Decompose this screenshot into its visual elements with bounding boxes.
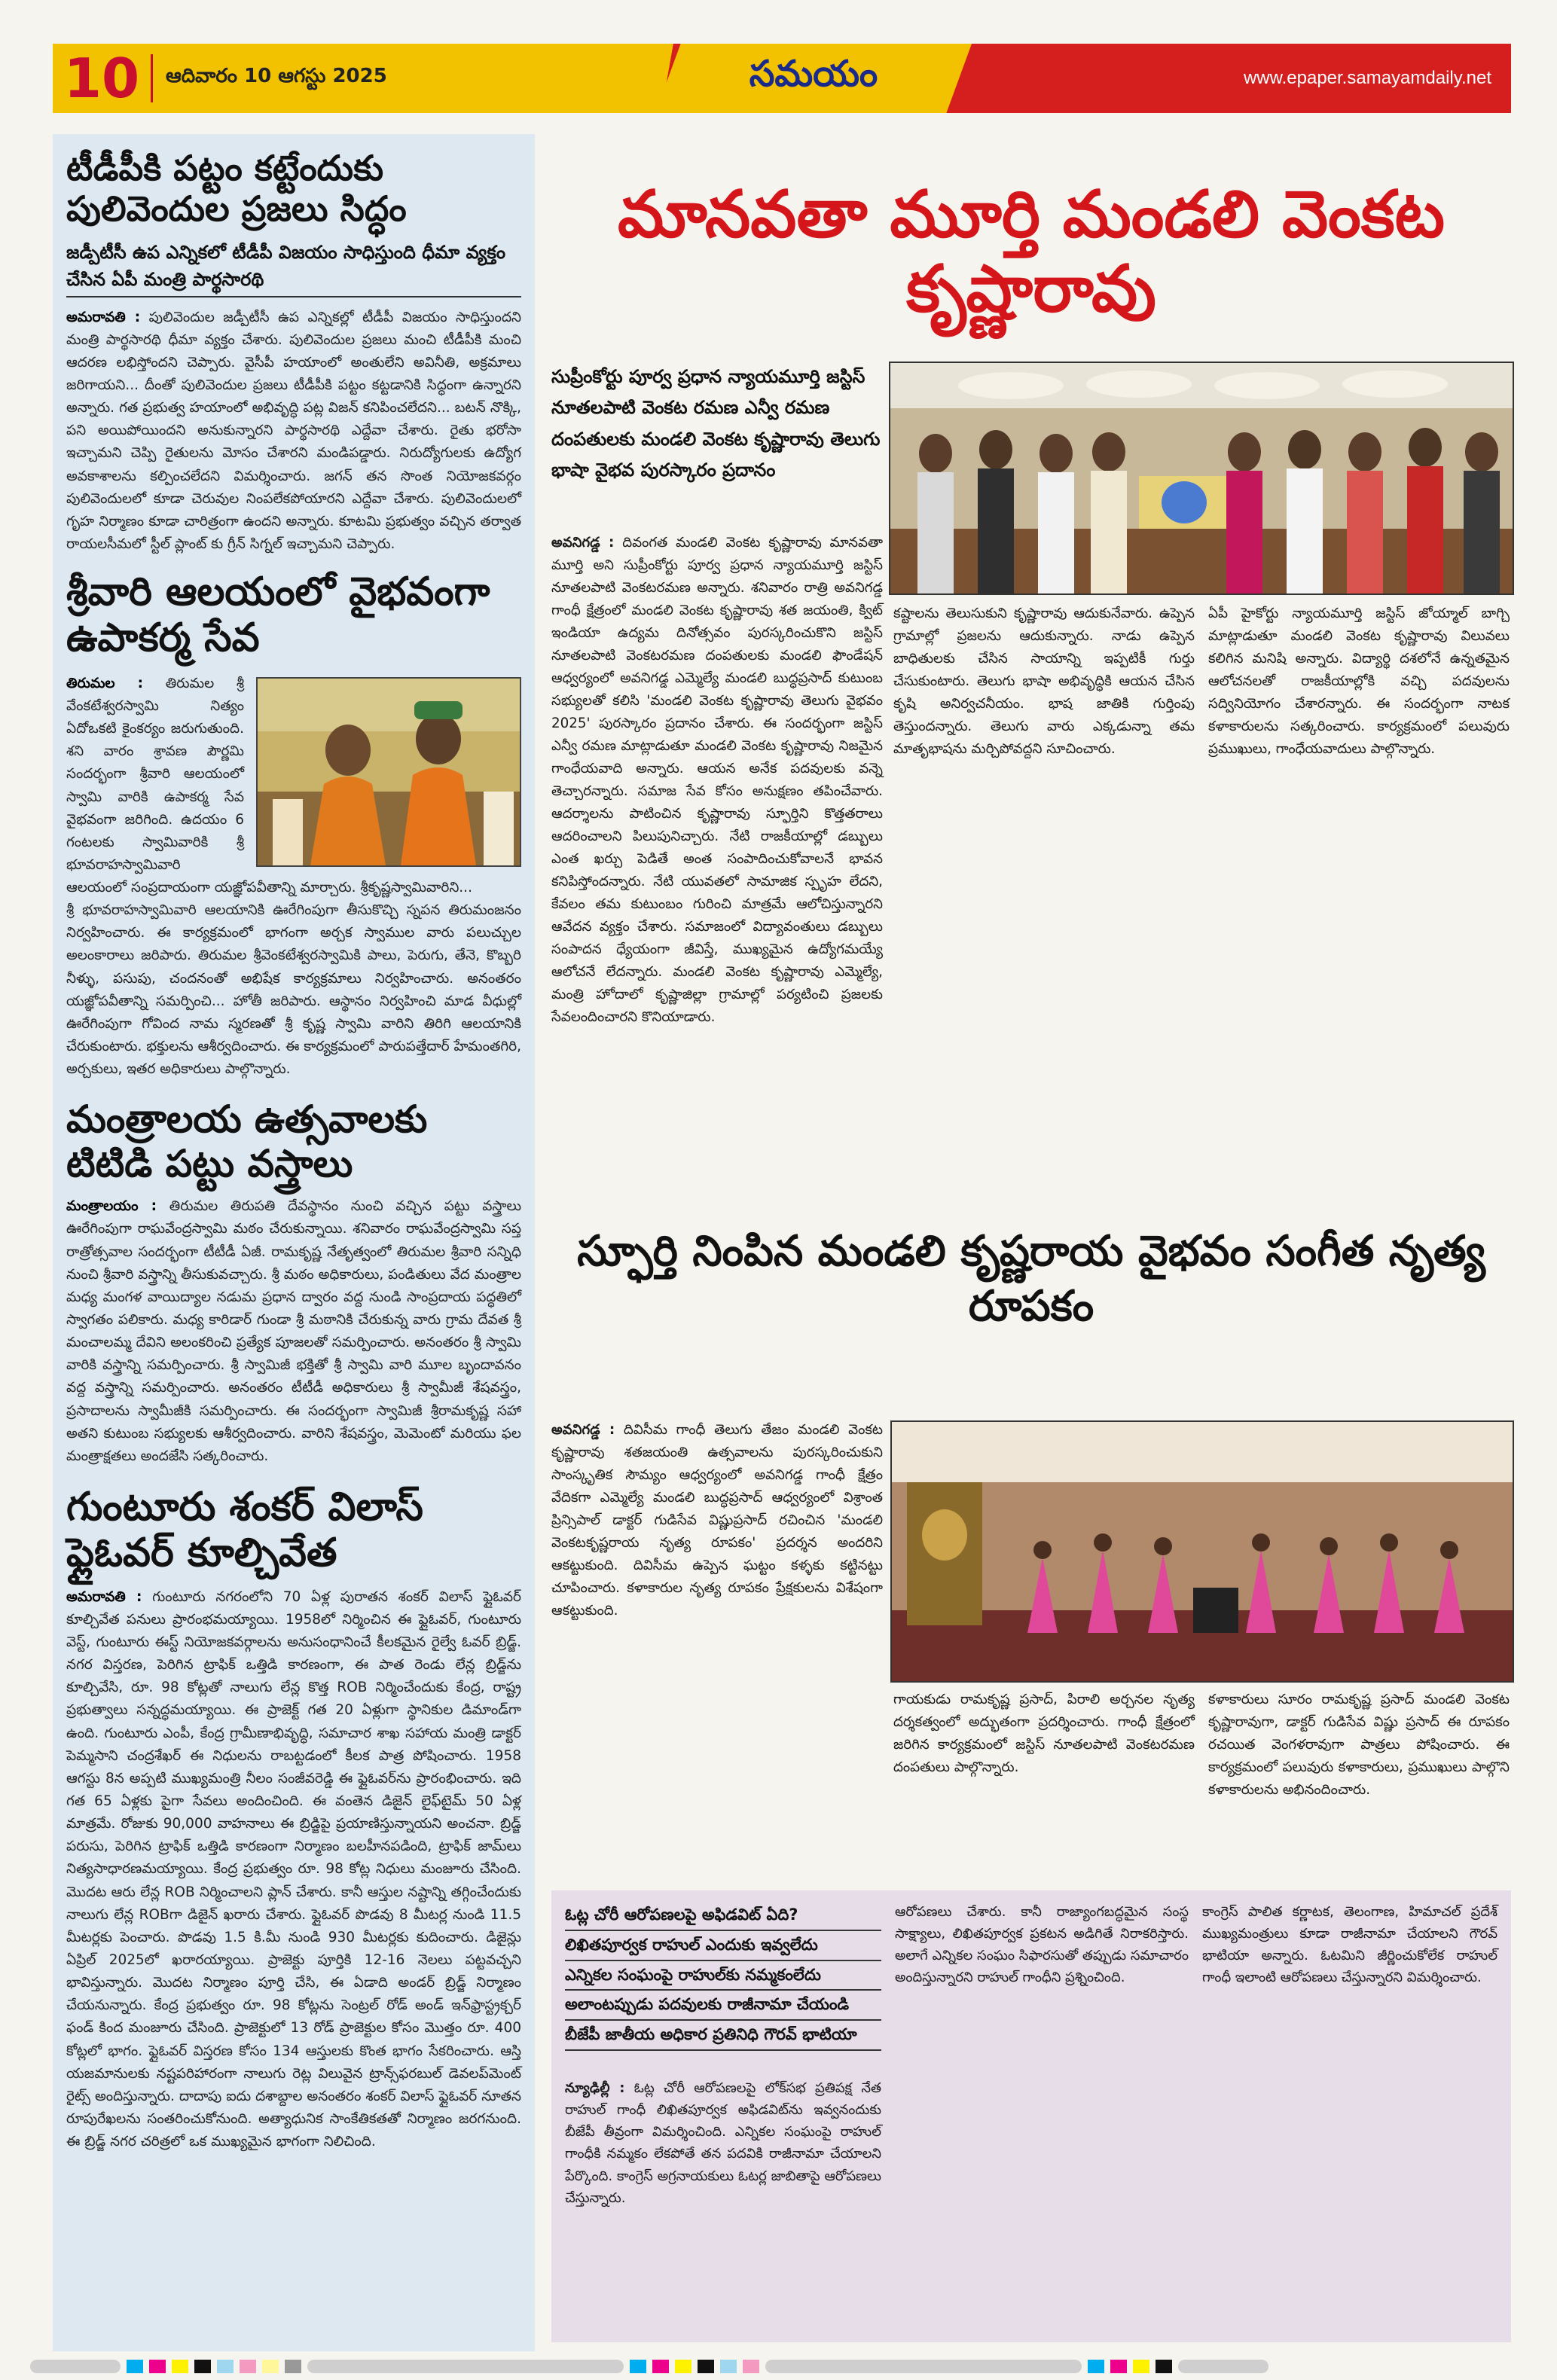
article-tdp-pulivendula — [66, 148, 521, 556]
page-number: 10 — [63, 47, 140, 110]
kicker-3: ఎన్నికల సంఘంపై రాహుల్‌కు నమ్మకంలేదు — [565, 1961, 881, 1991]
dateline: అమరావతి : — [66, 309, 141, 325]
article-body-wrap: తిరుమల శ్రీ వేంకటేశ్వరస్వామి నిత్యం ఏదోఒకటి కైంకర్యం జరుగుతుంది. శని వారం శ్రావణ పౌర్ణమి సందర్భంగా శ్రీవారి ఆలయంలో స్వామి వారికి ఉపాకర్మ సేవ వైభవంగా జరిగింది. ఉదయం 6 గంటలకు స్వామివారికి శ్రీ భూవరాహస్వామివారి ఆలయంలో సంప్రదాయంగా యజ్ఞోపవీతాన్ని మార్చారు. శ్రీకృష్ణస్వామివారిని... — [66, 675, 472, 896]
article-body: పులివెందుల జడ్పీటీసీ ఉప ఎన్నికల్లో టీడీపీ విజయం సాధిస్తుందని మంత్రి పార్థసారథి ధీమా వ్యక్తం చేశారు. పులివెందుల ప్రజలు మంచి టీడీపీకి మంచి ఆదరణ లభిస్తోందని చెప్పారు. వైసీపీ హయాంలో అంతులేని అవినీతి, అక్రమాలు జరిగాయని... దీంతో పులివెందుల ప్రజలు టీడీపీకి పట్టం కట్టడానికి సిద్ధంగా ఉన్నారని అన్నారు. గత ప్రభుత్వ హయాంలో అభివృద్ధి పట్ల విజన్ కనిపించలేదని... బటన్ నొక్కి, పని అయిపోయిందని అనుకున్నారని పార్థసారథి ఎద్దేవా చేశారు. రైతు భరోసా ఇచ్చామని చెప్పి రైతులను మోసం చేశారని మండిపడ్డారు. నిరుద్యోగులకు ఉద్యోగ అవకాశాలను కల్పించలేదని విమర్శించారు. జగన్ తన సొంత నియోజకవర్గం పులివెందులలో కూడా చెరువుల నింపలేకపోయారని ఎద్దేవా చేశారు. పులివెందులలో గృహ నిర్మాణం కూడా చారిత్రంగా ఉందని అన్నారు. కూటమి ప్రభుత్వం వచ్చిన తర్వాత రాయలసీమలో స్టీల్ ప్లాంట్ కు గ్రీన్ సిగ్నల్ ఇచ్చామని చెప్పారు. — [66, 309, 521, 552]
culture-title-text: స్ఫూర్తి నింపిన మండలి కృష్ణరాయ వైభవం సంగీత నృత్య రూపకం — [577, 1227, 1485, 1331]
award-ceremony-photo — [889, 362, 1514, 595]
issue-date: ఆదివారం 10 ఆగస్టు 2025 — [166, 65, 387, 87]
award-ceremony-icon — [890, 363, 1513, 593]
article-upakarma — [66, 569, 521, 1081]
article-guntur-flyover — [66, 1484, 521, 2153]
culture-body-column-2 — [893, 1689, 1195, 1779]
newspaper-logo: సమయం — [749, 53, 878, 95]
main-title: మానవతా మూర్తి మండలి వెంకట కృష్ణారావు — [618, 176, 1445, 327]
main-body-column-2 — [893, 603, 1195, 761]
headline: శ్రీవారి ఆలయంలో వైభవంగా ఉపాకర్మ సేవ — [66, 569, 490, 661]
article-body: ఆరోపణలు చేశారు. కానీ రాజ్యాంగబద్ధమైన సంస్థ సాక్ష్యాలు, లిఖితపూర్వక ప్రకటన అడిగితే నిరాకరిస్తారు. అలాగే ఎన్నికల సంఘం సిఫారసుతో తప్పుడు సమాచారం అందిస్తున్నారని రాహుల్ గాంధీని ప్రశ్నించింది. — [895, 1904, 1189, 1986]
culture-body-column-1 — [551, 1419, 883, 1622]
article-body: గాయకుడు రామకృష్ణ ప్రసాద్, పిరాలి అర్చనల నృత్య దర్శకత్వంలో అద్భుతంగా ప్రదర్శించారు. గాంధీ క్షేత్రంలో జరిగిన కార్యక్రమంలో జస్టిస్ నూతలపాటి వెంకటరమణ దంపతులు పాల్గొన్నారు. — [893, 1692, 1195, 1775]
dateline: అవనిగడ్డ : — [551, 535, 615, 551]
article-body: కాంగ్రెస్ పాలిత కర్ణాటక, తెలంగాణ, హిమాచల్ ప్రదేశ్ ముఖ్యమంత్రులు కూడా రాజీనామా చేయాలని గౌరవ్ భాటియా అన్నారు. ఓటమిని జీర్ణించుకోలేక రాహుల్ గాంధీ ఇలాంటి ఆరోపణలు చేస్తున్నారని విమర్శించారు. — [1202, 1904, 1497, 1986]
dateline: తిరుమల : — [66, 675, 144, 691]
headline: గుంటూరు శంకర్ విలాస్ ఫ్లైఓవర్ కూల్చివేత — [66, 1484, 423, 1576]
main-body-column-1 — [551, 532, 883, 1029]
dance-performance-photo — [890, 1420, 1514, 1683]
vote-body-column-3 — [1202, 1901, 1497, 1989]
article-body: ఓట్ల చోరీ ఆరోపణలపై లోక్‌సభ ప్రతిపక్ష నేత రాహుల్ గాంధీ లిఖితపూర్వక అఫిడవిట్‌ను ఇవ్వనందుకు బీజేపీ తీవ్రంగా విమర్శించింది. ఎన్నికల సంఘంపై రాహుల్ గాంధీకి నమ్మకం లేకపోతే తన పదవికి రాజీనామా చేయాలని పేర్కొంది. కాంగ్రెస్ అగ్రనాయకులు ఓటర్ల జాబితాపై ఆరోపణలు చేస్తున్నారు. — [565, 2080, 881, 2206]
main-body-column-3 — [1208, 603, 1510, 761]
upakarma-photo — [256, 677, 521, 867]
article-body: శ్రీ భూవరాహస్వామివారి ఆలయానికి ఊరేగింపుగా తీసుకొచ్చి స్నపన తిరుమంజనం నిర్వహించారు. ఈ కార్యక్రమంలో భాగంగా అర్చక స్వాముల వారు పలుచ్చుల అలంకారాలు జరిపారు. తిరుమల శ్రీవెంకటేశ్వరస్వామికి పాలు, పెరుగు, తేనె, కొబ్బరి నీళ్ళు, పసుపు, చందనంతో అభిషేక కార్యక్రమాలు నిర్వహించారు. అనంతరం యజ్ఞోపవీతాన్ని సమర్పించి... హోతీ జరిపారు. ఆస్థానం నిర్వహించి మాడ వీధుల్లో ఊరేగింపుగా గోవింద నామ స్మరణతో శ్రీ కృష్ణ స్వామి వారిని తిరిగి ఆలయానికి చేరుకుంటారు. భక్తులను ఆశీర్వదించారు. ఈ కార్యక్రమంలో పారుపత్తేదార్ హేమంతగిరి, అర్చకులు, ఇతర అధికారులు పాల్గొన్నారు. — [66, 902, 521, 1078]
vote-theft-box — [551, 1890, 1511, 2342]
kicker-4: అలాంటప్పుడు పదవులకు రాజీనామా చేయండి — [565, 1991, 881, 2021]
headline: మంత్రాలయ ఉత్సవాలకు టిటిడి పట్టు వస్త్రాలు — [66, 1097, 428, 1186]
vote-kickers — [565, 1901, 881, 2051]
dateline: అమరావతి : — [66, 1588, 142, 1605]
article-body: కళాకారులు సూరం రామకృష్ణ ప్రసాద్ మండలి వెంకట కృష్ణారావుగా, డాక్టర్ గుడిసేవ విష్ణు ప్రసాద్ ఈ రూపకం రచయిత వెంగళరావుగా పాత్రలు పోషించారు. ఈ కార్యక్రమంలో పలువురు కళాకారులు, ప్రముఖులు పాల్గొని కళాకారులను అభినందించారు. — [1208, 1692, 1510, 1798]
dance-performance-icon — [892, 1422, 1513, 1681]
article-body: దివంగత మండలి వెంకట కృష్ణారావు మానవతా మూర్తి అని సుప్రీంకోర్టు పూర్వ ప్రధాన న్యాయమూర్తి జస్టిస్ నూతలపాటి వెంకటరమణ అన్నారు. శనివారం రాత్రి అవనిగడ్డ గాంధీ క్షేత్రంలో మండలి వెంకట కృష్ణారావు శత జయంతి, క్విట్ ఇండియా ఉద్యమ దినోత్సవం పురస్కరించుకొని జస్టిస్ నూతలపాటి వెంకటరమణ దంపతులకు మండలి ఫౌండేషన్ ఆధ్వర్యంలో అవనిగడ్డ ఎమ్మెల్యే మండలి బుద్ధప్రసాద్ కుటుంబ సభ్యులతో కలిసి 'మండలి వెంకట కృష్ణారావు తెలుగు వైభవం 2025' పురస్కారం ప్రదానం చేశారు. ఈ సందర్భంగా జస్టిస్ ఎన్వీ రమణ మాట్లాడుతూ మండలి వెంకట కృష్ణారావు నిజమైన గాంధేయవాది అన్నారు. ఆయన అనేక పదవులకు వన్నె తెచ్చారన్నారు. సమాజ సేవ కోసం అనుక్షణం తపించేవారు. ఆదర్శాలను పాటించిన కృష్ణారావు స్ఫూర్తిని కొత్తతరాలు ఆదరించాలని పిలుపునిచ్చారు. నేటి రాజకీయాల్లో డబ్బులు ఎంత ఖర్చు పెడితే అంత సంపాదించుకోవాలనే భావన కనిపిస్తోందన్నారు. నేటి యువతలో సామాజిక స్పృహ లేదని, కేవలం తమ కుటుంబం గురించి మాత్రమే ఆలోచిస్తున్నారని ఆవేదన వ్యక్తం చేశారు. సమాజంలో విద్యావంతులు డబ్బులు సంపాదన ధ్యేయంగా జీవిస్తే, ముఖ్యమైన ఉద్యోగమయ్యే ఆలోచనే లేదన్నారు. మండలి వెంకట కృష్ణారావు ఎమ్మెల్యే, మంత్రి హోదాలో కృష్ణాజిల్లా గ్రామాల్లో పర్యటించి ప్రజలకు సేవలందించారని కొనియాడారు. — [551, 535, 883, 1025]
article-body: దివిసీమ గాంధీ తెలుగు తేజం మండలి వెంకట కృష్ణారావు శతజయంతి ఉత్సవాలను పురస్కరించుకుని సాంస్కృతిక సౌమ్యం ఆధ్వర్యంలో అవనిగడ్డ గాంధీ క్షేత్రం వేదికగా ఎమ్మెల్యే మండలి బుద్ధప్రసాద్ ఆధ్వర్యంలో విశ్రాంత ప్రిన్సిపాల్ డాక్టర్ గుడిసేవ విష్ణుప్రసాద్ రచించిన 'మండలి వెంకటకృష్ణరాయ నృత్య రూపకం' ప్రదర్శన అందరిని ఆకట్టుకుంది. దివిసీమ ఉప్పెన ఘట్టం కళ్ళకు కట్టినట్టు చూపించారు. కళాకారుల నృత్య రూపకం ప్రేక్షకులను విశేషంగా ఆకట్టుకుంది. — [551, 1422, 883, 1619]
epaper-url[interactable]: www.epaper.samayamdaily.net — [1243, 68, 1491, 88]
print-color-bar — [30, 2359, 1511, 2374]
vote-body-column-1 — [565, 2077, 881, 2209]
priests-photo-icon — [258, 679, 520, 865]
dateline: మంత్రాలయం : — [66, 1198, 157, 1215]
article-body: గుంటూరు నగరంలోని 70 ఏళ్ల పురాతన శంకర్ విలాస్ ఫ్లైఓవర్ కూల్చివేత పనులు ప్రారంభమయ్యాయి. 1958లో నిర్మించిన ఈ ఫ్లైఓవర్, గుంటూరు వెస్ట్, గుంటూరు ఈస్ట్ నియోజకవర్గాలను అనుసంధానించే కీలకమైన రైల్వే ఓవర్ బ్రిడ్జ్. నగర విస్తరణ, పెరిగిన ట్రాఫిక్ ఒత్తిడి కారణంగా, ఈ పాత రెండు లేన్ల బ్రిడ్జ్‌ను కూల్చివేసి, రూ. 98 కోట్లతో నాలుగు లేన్ల కొత్త ROB నిర్మించేందుకు కేంద్ర, రాష్ట్ర ప్రభుత్వాలు సన్నద్ధమయ్యాయి. ఈ ప్రాజెక్ట్ గత 20 ఏళ్లుగా స్థానికుల డిమాండ్‌గా ఉంది. గుంటూరు ఎంపీ, కేంద్ర గ్రామీణాభివృద్ధి, సమాచార శాఖ సహాయ మంత్రి డాక్టర్ పెమ్మసాని చంద్రశేఖర్ ఈ నిధులను రాబట్టడంలో కీలక పాత్ర పోషించారు. 1958 ఆగస్టు 8న అప్పటి ముఖ్యమంత్రి నీలం సంజీవరెడ్డి ఈ ఫ్లైఓవర్‌ను ప్రారంభించారు. ఇది గత 65 ఏళ్లకు పైగా సేవలు అందించింది. ఈ వంతెన డిజైన్ లైఫ్‌టైమ్ 50 ఏళ్ల మాత్రమే. రోజుకు 90,000 వాహనాలు ఈ బ్రిడ్జిపై ప్రయాణిస్తున్నాయని అంచనా. బ్రిడ్జ్ పరుసు, పెరిగిన ట్రాఫిక్ ఒత్తిడి కారణంగా నిర్మాణం బలహీనపడింది, ట్రాఫిక్ జామ్‌లు నిత్యసాధారణమయ్యాయి. కేంద్ర ప్రభుత్వం రూ. 98 కోట్ల నిధులు మంజూరు చేసింది. మొదట ఆరు లేన్ల ROB నిర్మించాలని ప్లాన్ చేశారు. కానీ ఆస్తుల నష్టాన్ని తగ్గించేందుకు నాలుగు లేన్ల ROBగా డిజైన్ ఖరారు చేశారు. ఫ్లైఓవర్ పొడవు 8 మీటర్ల నుండి 11.5 మీటర్లకు పెంచారు. పొడవు 1.5 కి.మీ నుండి 930 మీటర్లకు కుదించారు. డిజైన్లు ఏప్రిల్ 2025లో ఖరారయ్యాయి. ప్రాజెక్టు పూర్తికి 12-16 నెలలు పట్టవచ్చని భావిస్తున్నారు. మొదట నిర్మాణం పూర్తి చేసి, ఈ ఏడాది అండర్ బ్రిడ్జ్ నిర్మాణం చేయనున్నారు. కేంద్ర ప్రభుత్వం రూ. 98 కోట్లను సెంట్రల్ రోడ్ అండ్ ఇన్‌ఫ్రాస్ట్రక్చర్ ఫండ్ కింద మంజూరు చేసింది. ప్రాజెక్టులో 13 రోడ్ ప్రాజెక్టుల కోసం మొత్తం రూ. 400 కోట్లలో భాగం. ఫ్లైఓవర్ విస్తరణ కోసం 134 ఆస్తులకు కొంత భాగం సేకరించారు. ఆస్తి యజమానులకు నష్టపరిహారంగా నాలుగు రెట్ల విలువైన ట్రాన్స్‌ఫరబుల్ డెవలప్‌మెంట్ రైట్స్ అందిస్తున్నారు. దాదాపు ఐదు దశాబ్దాల అనంతరం శంకర్ విలాస్ ఫ్లైఓవర్ నూతన రూపురేఖలను సంతరించుకోనుంది. అత్యాధునిక సాంకేతికతతో నిర్మాణం జరగనుంది. ఈ బ్రిడ్జ్ నగర చరిత్రలో ఒక ముఖ్యమైన భాగంగా నిలిచింది. — [66, 1588, 521, 2150]
kicker-2: లిఖితపూర్వక రాహుల్ ఎందుకు ఇవ్వలేదు — [565, 1931, 881, 1961]
kicker: జడ్పీటీసీ ఉప ఎన్నికలో టీడీపీ విజయం సాధిస్తుంది ధీమా వ్యక్తం చేసిన ఏపీ మంత్రి పార్థసారథి — [66, 239, 521, 298]
article-mantralayam — [66, 1097, 521, 1468]
culture-body-column-3 — [1208, 1689, 1510, 1802]
article-body: ఏపీ హైకోర్టు న్యాయమూర్తి జస్టిస్ జోయ్మాల్ బాగ్చి మాట్లాడుతూ మండలి వెంకట కృష్ణారావు విలువలు కలిగిన మనిషి అన్నారు. విద్యార్థి దశలోనే ఉన్నతమైన ఆలోచనలతో రాజకీయాల్లోకి వచ్చి పదవులను సద్వినియోగం చేశారన్నారు. ఈ సందర్భంగా నాటక కళాకారులను సత్కరించారు. కార్యక్రమంలో పలువురు ప్రముఖులు, గాంధేయవాదులు పాల్గొన్నారు. — [1208, 606, 1510, 757]
left-news-column — [53, 134, 535, 2351]
article-body: తిరుమల తిరుపతి దేవస్థానం నుంచి వచ్చిన పట్టు వస్త్రాలు ఊరేగింపుగా రాఘవేంద్రస్వామి మఠం చేరుకున్నాయి. శనివారం రాఘవేంద్రస్వామి సప్త రాత్రోత్సవాల సందర్భంగా టీటీడీ ఏజీ. రామకృష్ణ నేతృత్వంలో తిరుమల శ్రీవారి సన్నిధి నుంచి శ్రీవారి వస్త్రాన్ని తీసుకువచ్చారు. శ్రీ మఠం అధికారులు, పండితులు వేద మంత్రాల మధ్య మంగళ వాయిద్యాల నడుమ ప్రధాన ద్వారం వద్ద నుండి సాంప్రదాయ పద్ధతిలో స్వాగతం పలికారు. మధ్య కారిడార్ గుండా శ్రీ మఠానికి చేరుకున్న వారు గ్రామ దేవత శ్రీ మంచాలమ్మ దేవిని అలంకరించి ప్రత్యేక పూజలతో సమర్పించారు. అనంతరం శ్రీ స్వామి వారికి వస్త్రాన్ని సమర్పించారు. శ్రీ స్వామిజీ భక్తితో శ్రీ స్వామి వారి మూల బృందావనం వద్ద వస్త్రాన్ని సమర్పించారు. అనంతరం టీటీడీ అధికారులు శ్రీ స్వామీజీ శేషవస్త్రం, ప్రసాదాలను స్వామీజీకి సమర్పించారు. ఈ సందర్భంగా స్వామిజీ శ్రీరామకృష్ణ సహా అతని కుటుంబ సభ్యులకు ఆశీర్వదించారు. వారిని శేషవస్త్రం, మెమెంటో మరియు ఫల మంత్రాక్షతలు అందజేసి సత్కరించారు. — [66, 1198, 521, 1464]
article-body: కష్టాలను తెలుసుకుని కృష్ణారావు ఆదుకునేవారు. ఉప్పెన గ్రామాల్లో ప్రజలను ఆదుకున్నారు. నాడు ఉప్పెన బాధితులకు చేసిన సాయాన్ని ఇప్పటికీ గుర్తు చేసుకుంటారు. తెలుగు భాషా అభివృద్ధికి ఆయన చేసిన కృషి అనిర్వచనీయం. భాష జాతికి గుర్తింపు తెస్తుందన్నారు. తెలుగు వారు ఎక్కడున్నా తమ మాతృభాషను మర్చిపోవద్దని సూచించారు. — [893, 606, 1195, 757]
dateline: అవనిగడ్డ : — [551, 1422, 615, 1438]
masthead — [53, 44, 1511, 113]
dateline: న్యూఢిల్లీ : — [565, 2080, 625, 2096]
main-deck: సుప్రీంకోర్టు పూర్వ ప్రధాన న్యాయమూర్తి జస్టిస్ నూతలపాటి వెంకట రమణ ఎన్వీ రమణ దంపతులకు మండలి వెంకట కృష్ణారావు తెలుగు భాషా వైభవ పురస్కారం ప్రదానం — [551, 366, 881, 481]
vote-body-column-2 — [895, 1901, 1189, 1989]
kicker-1: ఓట్ల చోరీ ఆరోపణలపై అఫిడవిట్ ఏది? — [565, 1901, 881, 1931]
culture-title — [551, 1225, 1511, 1335]
kicker-5: బీజేపీ జాతీయ అధికార ప్రతినిధి గౌరవ్ భాటియా — [565, 2021, 881, 2051]
headline: టీడీపీకి పట్టం కట్టేందుకు పులివెందుల ప్రజలు సిద్ధం — [66, 148, 407, 230]
